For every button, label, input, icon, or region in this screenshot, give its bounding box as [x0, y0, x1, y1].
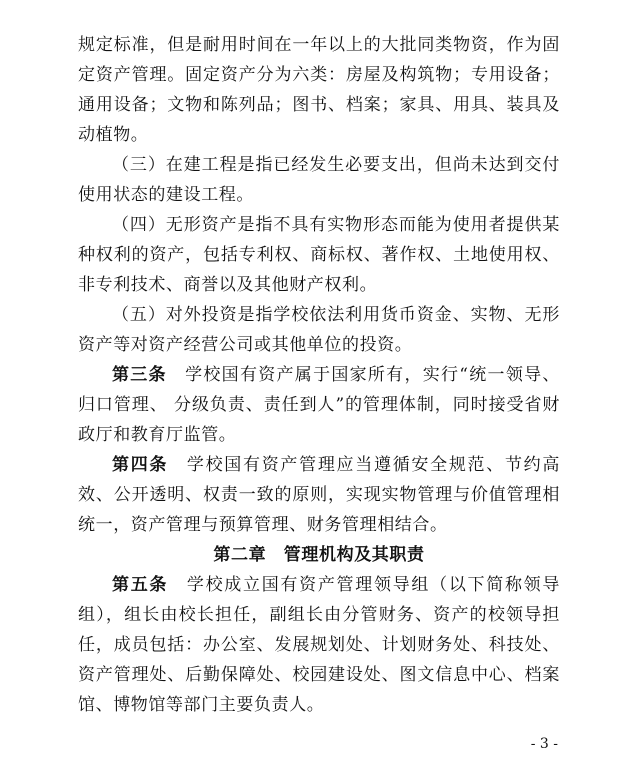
paragraph-external-investment	[78, 300, 560, 360]
article-text: 学校成立国有资产管理领导组（以下简称领导组），组长由校长担任，副组长由分管财务、资产的校领导担任，成员包括：办公室、发展规划处、计划财务处、科技处、资产管理处、后勤保障处、校园建设处、图文信息中心、档案馆、博物馆等部门主要负责人。	[78, 575, 560, 715]
paragraph-intangible-assets	[78, 210, 560, 300]
paragraph-construction-in-progress	[78, 150, 560, 210]
article-4	[78, 450, 560, 540]
page-number: - 3 -	[530, 736, 558, 752]
article-text: 学校国有资产管理应当遵循安全规范、节约高效、公开透明、权责一致的原则，实现实物管理与价值管理相统一，资产管理与预算管理、财务管理相结合。	[78, 455, 560, 535]
article-number: 第五条	[112, 575, 169, 595]
paragraph-text: （四）无形资产是指不具有实物形态而能为使用者提供某种权利的资产，包括专利权、商标权、著作权、土地使用权、非专利技术、商誉以及其他财产权利。	[78, 215, 560, 295]
paragraph-fixed-assets-continued	[78, 30, 560, 150]
article-5	[78, 570, 560, 720]
chapter-heading: 第二章 管理机构及其职责	[213, 545, 425, 565]
article-number: 第四条	[112, 455, 169, 475]
article-number: 第三条	[112, 365, 167, 385]
article-text: 学校国有资产属于国家所有，实行“统一领导、归口管理、 分级负责、责任到人”的管理体制，同时接受省财政厅和教育厅监管。	[78, 365, 560, 445]
paragraph-text: （三）在建工程是指已经发生必要支出，但尚未达到交付使用状态的建设工程。	[78, 155, 560, 205]
article-3	[78, 360, 560, 450]
document-body	[78, 30, 560, 720]
paragraph-text: 规定标准，但是耐用时间在一年以上的大批同类物资，作为固定资产管理。固定资产分为六类：房屋及构筑物；专用设备；通用设备；文物和陈列品；图书、档案；家具、用具、装具及动植物。	[78, 35, 560, 145]
paragraph-text: （五）对外投资是指学校依法利用货币资金、实物、无形资产等对资产经营公司或其他单位的投资。	[78, 305, 560, 355]
